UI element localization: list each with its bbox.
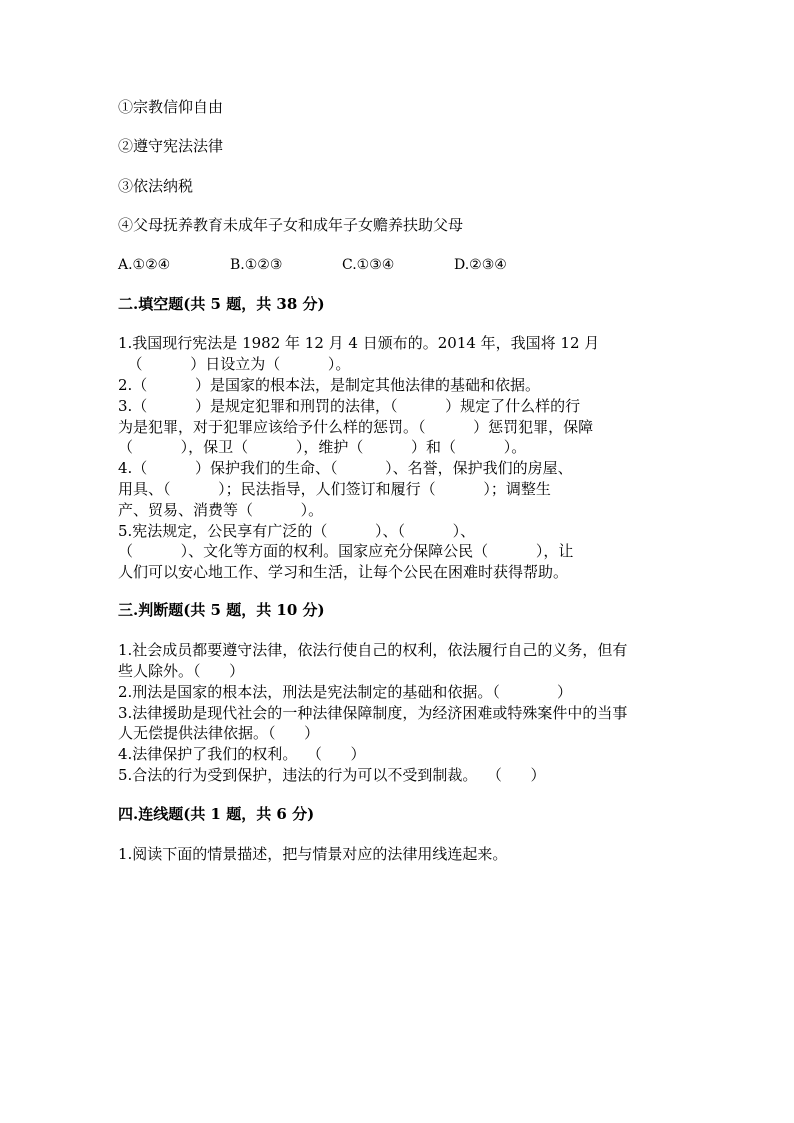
fill-line: （ ），保卫（ ），维护（ ）和（ ）。 xyxy=(118,438,527,456)
fill-line: 4.（ ）保护我们的生命、（ ）、名誉，保护我们的房屋、 xyxy=(118,459,573,477)
choice-b: B.①②③ xyxy=(230,257,283,273)
fill-line: 为是犯罪，对于犯罪应该给予什么样的惩罚。（ ）惩罚犯罪，保障 xyxy=(118,418,594,436)
fill-line: 用具、（ ）；民法指导，人们签订和履行（ ）；调整生 xyxy=(118,480,551,498)
fill-line: 人们可以安心地工作、学习和生活，让每个公民在困难时获得帮助。 xyxy=(118,563,569,581)
choice-a: A.①②④ xyxy=(118,257,171,273)
fill-line: （ ）日设立为（ ）。 xyxy=(118,355,351,373)
judge-line: 2.刑法是国家的根本法，刑法是宪法制定的基础和依据。（ ） xyxy=(118,683,573,701)
fill-line: 2.（ ）是国家的根本法，是制定其他法律的基础和依据。 xyxy=(118,376,540,394)
judge-line: 3.法律援助是现代社会的一种法律保障制度，为经济困难或特殊案件中的当事 xyxy=(118,704,628,722)
option-2: ②遵守宪法法律 xyxy=(118,137,224,155)
judge-line: 4.法律保护了我们的权利。 （ ） xyxy=(118,745,366,763)
section-heading-match: 四.连线题(共 1 题，共 6 分) xyxy=(118,805,315,823)
judge-line: 些人除外。（ ） xyxy=(118,662,245,680)
judge-line: 人无偿提供法律依据。（ ） xyxy=(118,724,320,742)
section-heading-judge: 三.判断题(共 5 题，共 10 分) xyxy=(118,601,325,619)
option-3: ③依法纳税 xyxy=(118,177,194,195)
choice-c: C.①③④ xyxy=(342,257,395,273)
fill-line: 3.（ ）是规定犯罪和刑罚的法律，（ ）规定了什么样的行 xyxy=(118,397,581,415)
judge-line: 1.社会成员都要遵守法律，依法行使自己的权利，依法履行自己的义务，但有 xyxy=(118,641,628,659)
match-line: 1.阅读下面的情景描述，把与情景对应的法律用线连起来。 xyxy=(118,845,508,863)
fill-line: 5.宪法规定，公民享有广泛的（ ）、（ ）、 xyxy=(118,522,476,540)
fill-line: 产、贸易、消费等（ ）。 xyxy=(118,501,324,519)
option-4: ④父母抚养教育未成年子女和成年子女赡养扶助父母 xyxy=(118,216,464,234)
fill-line: （ ）、文化等方面的权利。国家应充分保障公民（ ），让 xyxy=(118,542,574,560)
choice-d: D.②③④ xyxy=(454,257,507,273)
option-1: ①宗教信仰自由 xyxy=(118,98,224,116)
fill-line: 1.我国现行宪法是 1982 年 12 月 4 日颁布的。2014 年，我国将 12 月 xyxy=(118,334,600,352)
judge-line: 5.合法的行为受到保护，违法的行为可以不受到制裁。 （ ） xyxy=(118,766,546,784)
section-heading-fill: 二.填空题(共 5 题，共 38 分) xyxy=(118,295,325,313)
